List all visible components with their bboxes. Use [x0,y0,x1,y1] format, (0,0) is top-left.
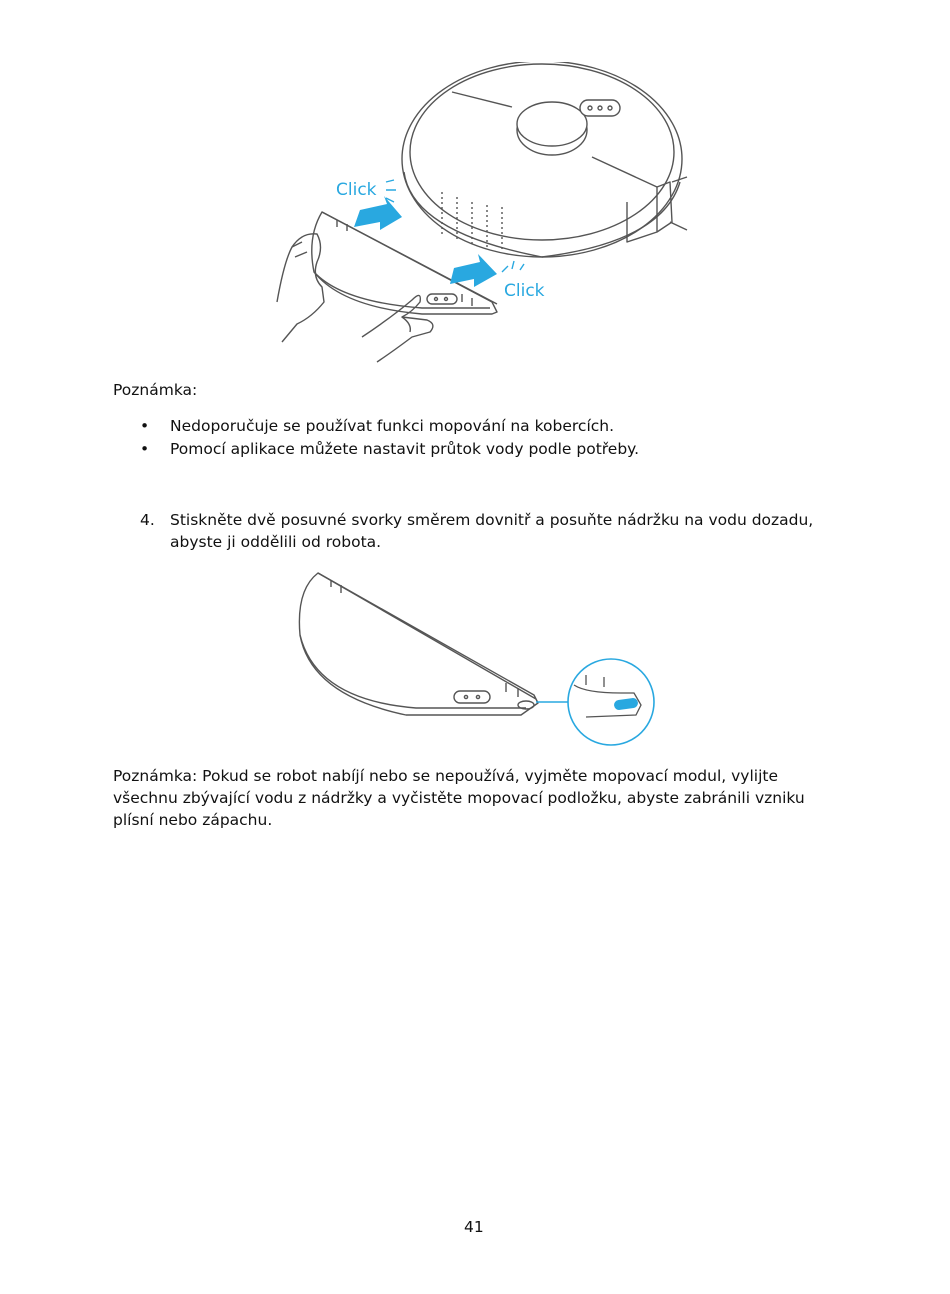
mop-plate-illustration [286,565,662,755]
robot-attach-illustration [262,62,690,367]
arrow-left [354,196,402,230]
mop-plate-detached [299,573,538,715]
page-number: 41 [464,1218,484,1236]
note-text-line: Poznámka: Pokud se robot nabíjí nebo se nepoužívá, vyjměte mopovací modul, vylijte [113,767,779,785]
step-text-line: abyste ji oddělili od robota. [170,533,382,551]
list-item-text: Pomocí aplikace můžete nastavit průtok vody podle potřeby. [170,440,640,458]
click-label-right: Click [504,281,545,301]
list-item [140,438,640,460]
robot-body [402,62,682,257]
step-text-line: Stiskněte dvě posuvné svorky směrem dovnitř a posuňte nádržku na vodu dozadu, [170,511,814,529]
bullet: • [140,440,150,458]
list-item-text: Nedoporučuje se používat funkci mopování na kobercích. [170,417,615,435]
arrow-right [450,254,497,287]
list-item [140,415,615,437]
bullet: • [140,417,150,435]
note-text-line: všechnu zbývající vodu z nádržky a vyčistěte mopovací podložku, abyste zabránili vzniku [113,789,805,807]
step-number: 4. [140,511,155,529]
note-text-line: plísní nebo zápachu. [113,811,273,829]
zoom-circle [568,659,654,745]
note-heading: Poznámka: [113,381,198,399]
click-label-left: Click [336,180,377,200]
